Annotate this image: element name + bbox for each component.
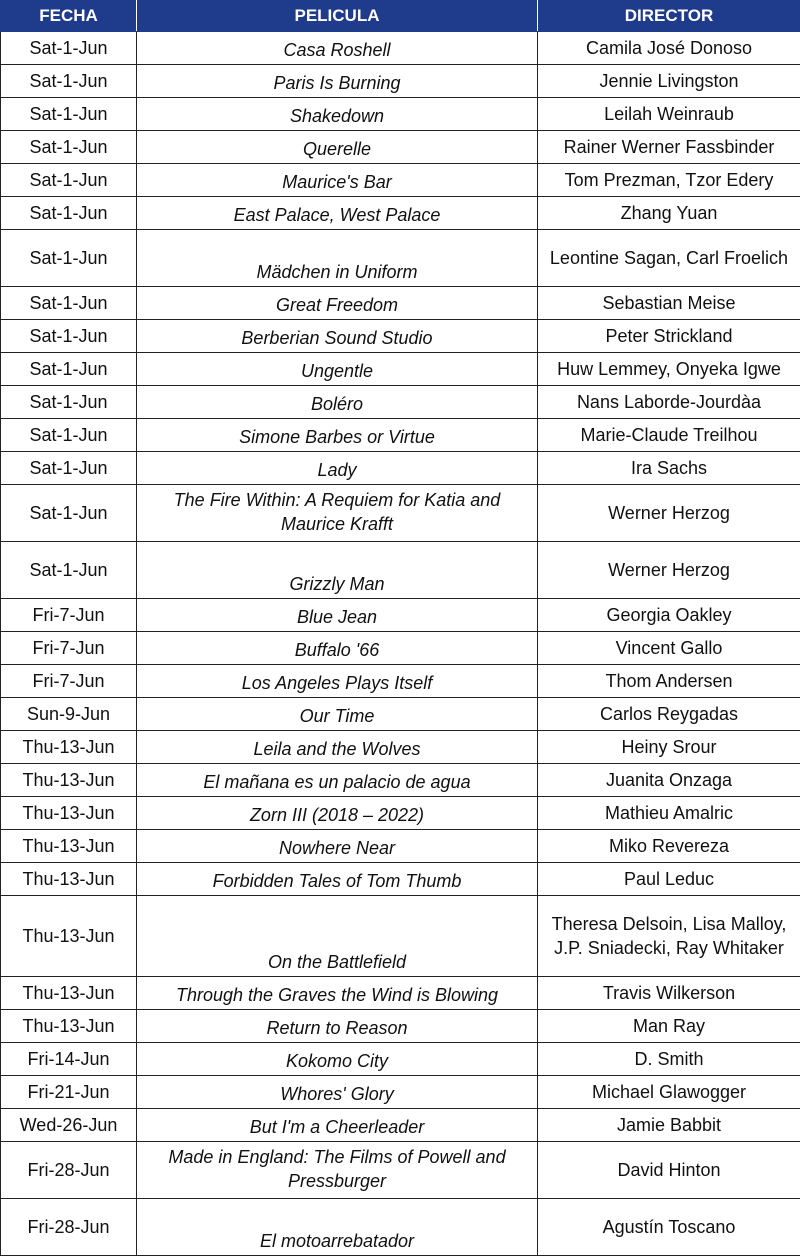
film-cell: Maurice's Bar <box>137 164 538 197</box>
table-row <box>1 731 800 764</box>
table-row <box>1 353 800 386</box>
date-cell: Thu-13-Jun <box>1 977 137 1010</box>
director-cell: Sebastian Meise <box>538 287 800 320</box>
director-cell: Zhang Yuan <box>538 197 800 230</box>
date-cell: Thu-13-Jun <box>1 896 137 977</box>
film-cell: Our Time <box>137 698 538 731</box>
date-cell: Sat-1-Jun <box>1 452 137 485</box>
director-cell: Jennie Livingston <box>538 65 800 98</box>
film-cell: Whores' Glory <box>137 1076 538 1109</box>
date-cell: Sat-1-Jun <box>1 65 137 98</box>
film-cell: Ungentle <box>137 353 538 386</box>
film-cell: Mädchen in Uniform <box>137 230 538 287</box>
table-row <box>1 98 800 131</box>
table-row <box>1 764 800 797</box>
director-cell: Paul Leduc <box>538 863 800 896</box>
table-row <box>1 419 800 452</box>
director-cell: Rainer Werner Fassbinder <box>538 131 800 164</box>
header-row <box>1 1 800 32</box>
date-cell: Sat-1-Jun <box>1 131 137 164</box>
film-cell: Berberian Sound Studio <box>137 320 538 353</box>
director-cell: Agustín Toscano <box>538 1199 800 1256</box>
date-cell: Sat-1-Jun <box>1 197 137 230</box>
date-cell: Sat-1-Jun <box>1 542 137 599</box>
table-row <box>1 287 800 320</box>
table-row <box>1 1043 800 1076</box>
table-row <box>1 632 800 665</box>
film-cell: Querelle <box>137 131 538 164</box>
table-row <box>1 863 800 896</box>
date-cell: Sat-1-Jun <box>1 287 137 320</box>
director-cell: Tom Prezman, Tzor Edery <box>538 164 800 197</box>
film-cell: Lady <box>137 452 538 485</box>
table-row <box>1 452 800 485</box>
table-row <box>1 1109 800 1142</box>
date-cell: Thu-13-Jun <box>1 731 137 764</box>
date-cell: Sat-1-Jun <box>1 353 137 386</box>
director-cell: Juanita Onzaga <box>538 764 800 797</box>
date-cell: Sun-9-Jun <box>1 698 137 731</box>
date-cell: Thu-13-Jun <box>1 1010 137 1043</box>
film-cell: Great Freedom <box>137 287 538 320</box>
film-cell: But I'm a Cheerleader <box>137 1109 538 1142</box>
table-row <box>1 830 800 863</box>
director-cell: Theresa Delsoin, Lisa Malloy, J.P. Sniadecki, Ray Whitaker <box>538 896 800 977</box>
date-cell: Fri-7-Jun <box>1 599 137 632</box>
director-cell: Vincent Gallo <box>538 632 800 665</box>
table-row <box>1 131 800 164</box>
director-cell: Werner Herzog <box>538 542 800 599</box>
director-cell: David Hinton <box>538 1142 800 1199</box>
director-cell: Peter Strickland <box>538 320 800 353</box>
date-cell: Thu-13-Jun <box>1 764 137 797</box>
director-cell: Carlos Reygadas <box>538 698 800 731</box>
table-row <box>1 797 800 830</box>
date-cell: Fri-14-Jun <box>1 1043 137 1076</box>
table-row <box>1 665 800 698</box>
date-cell: Sat-1-Jun <box>1 320 137 353</box>
date-cell: Fri-28-Jun <box>1 1199 137 1256</box>
table-row <box>1 1199 800 1256</box>
date-cell: Sat-1-Jun <box>1 32 137 65</box>
table-row <box>1 32 800 65</box>
film-cell: The Fire Within: A Requiem for Katia and Maurice Krafft <box>137 485 538 542</box>
film-cell: East Palace, West Palace <box>137 197 538 230</box>
director-cell: Werner Herzog <box>538 485 800 542</box>
film-cell: Through the Graves the Wind is Blowing <box>137 977 538 1010</box>
film-cell: Casa Roshell <box>137 32 538 65</box>
date-cell: Sat-1-Jun <box>1 485 137 542</box>
date-cell: Sat-1-Jun <box>1 419 137 452</box>
table-row <box>1 698 800 731</box>
table-row <box>1 1076 800 1109</box>
table-row <box>1 977 800 1010</box>
header-date: FECHA <box>1 1 137 32</box>
table-body <box>1 32 800 1256</box>
director-cell: Man Ray <box>538 1010 800 1043</box>
date-cell: Fri-7-Jun <box>1 665 137 698</box>
table-row <box>1 485 800 542</box>
director-cell: Miko Revereza <box>538 830 800 863</box>
film-cell: Boléro <box>137 386 538 419</box>
date-cell: Thu-13-Jun <box>1 797 137 830</box>
date-cell: Fri-7-Jun <box>1 632 137 665</box>
table-row <box>1 542 800 599</box>
date-cell: Sat-1-Jun <box>1 98 137 131</box>
date-cell: Thu-13-Jun <box>1 863 137 896</box>
film-cell: Return to Reason <box>137 1010 538 1043</box>
director-cell: Ira Sachs <box>538 452 800 485</box>
director-cell: Thom Andersen <box>538 665 800 698</box>
director-cell: Camila José Donoso <box>538 32 800 65</box>
table-row <box>1 1142 800 1199</box>
table-row <box>1 320 800 353</box>
director-cell: Marie-Claude Treilhou <box>538 419 800 452</box>
film-cell: Blue Jean <box>137 599 538 632</box>
table-header <box>1 1 800 32</box>
film-cell: Grizzly Man <box>137 542 538 599</box>
film-cell: Shakedown <box>137 98 538 131</box>
table-row <box>1 599 800 632</box>
table-row <box>1 65 800 98</box>
film-cell: Leila and the Wolves <box>137 731 538 764</box>
film-cell: Zorn III (2018 – 2022) <box>137 797 538 830</box>
date-cell: Fri-21-Jun <box>1 1076 137 1109</box>
director-cell: Mathieu Amalric <box>538 797 800 830</box>
film-cell: Simone Barbes or Virtue <box>137 419 538 452</box>
table-row <box>1 230 800 287</box>
director-cell: Huw Lemmey, Onyeka Igwe <box>538 353 800 386</box>
director-cell: Leontine Sagan, Carl Froelich <box>538 230 800 287</box>
header-film: PELICULA <box>137 1 538 32</box>
film-cell: Made in England: The Films of Powell and Pressburger <box>137 1142 538 1199</box>
table-row <box>1 896 800 977</box>
date-cell: Fri-28-Jun <box>1 1142 137 1199</box>
table-row <box>1 1010 800 1043</box>
director-cell: Travis Wilkerson <box>538 977 800 1010</box>
film-cell: Kokomo City <box>137 1043 538 1076</box>
film-cell: El mañana es un palacio de agua <box>137 764 538 797</box>
director-cell: Leilah Weinraub <box>538 98 800 131</box>
film-cell: Forbidden Tales of Tom Thumb <box>137 863 538 896</box>
table-row <box>1 197 800 230</box>
director-cell: Michael Glawogger <box>538 1076 800 1109</box>
film-cell: Nowhere Near <box>137 830 538 863</box>
film-cell: Buffalo '66 <box>137 632 538 665</box>
director-cell: Jamie Babbit <box>538 1109 800 1142</box>
date-cell: Thu-13-Jun <box>1 830 137 863</box>
film-cell: Paris Is Burning <box>137 65 538 98</box>
table-row <box>1 164 800 197</box>
film-cell: El motoarrebatador <box>137 1199 538 1256</box>
director-cell: Heiny Srour <box>538 731 800 764</box>
header-director: DIRECTOR <box>538 1 800 32</box>
table-row <box>1 386 800 419</box>
date-cell: Sat-1-Jun <box>1 230 137 287</box>
film-cell: On the Battlefield <box>137 896 538 977</box>
director-cell: D. Smith <box>538 1043 800 1076</box>
film-cell: Los Angeles Plays Itself <box>137 665 538 698</box>
date-cell: Sat-1-Jun <box>1 386 137 419</box>
date-cell: Wed-26-Jun <box>1 1109 137 1142</box>
director-cell: Nans Laborde-Jourdàa <box>538 386 800 419</box>
date-cell: Sat-1-Jun <box>1 164 137 197</box>
director-cell: Georgia Oakley <box>538 599 800 632</box>
